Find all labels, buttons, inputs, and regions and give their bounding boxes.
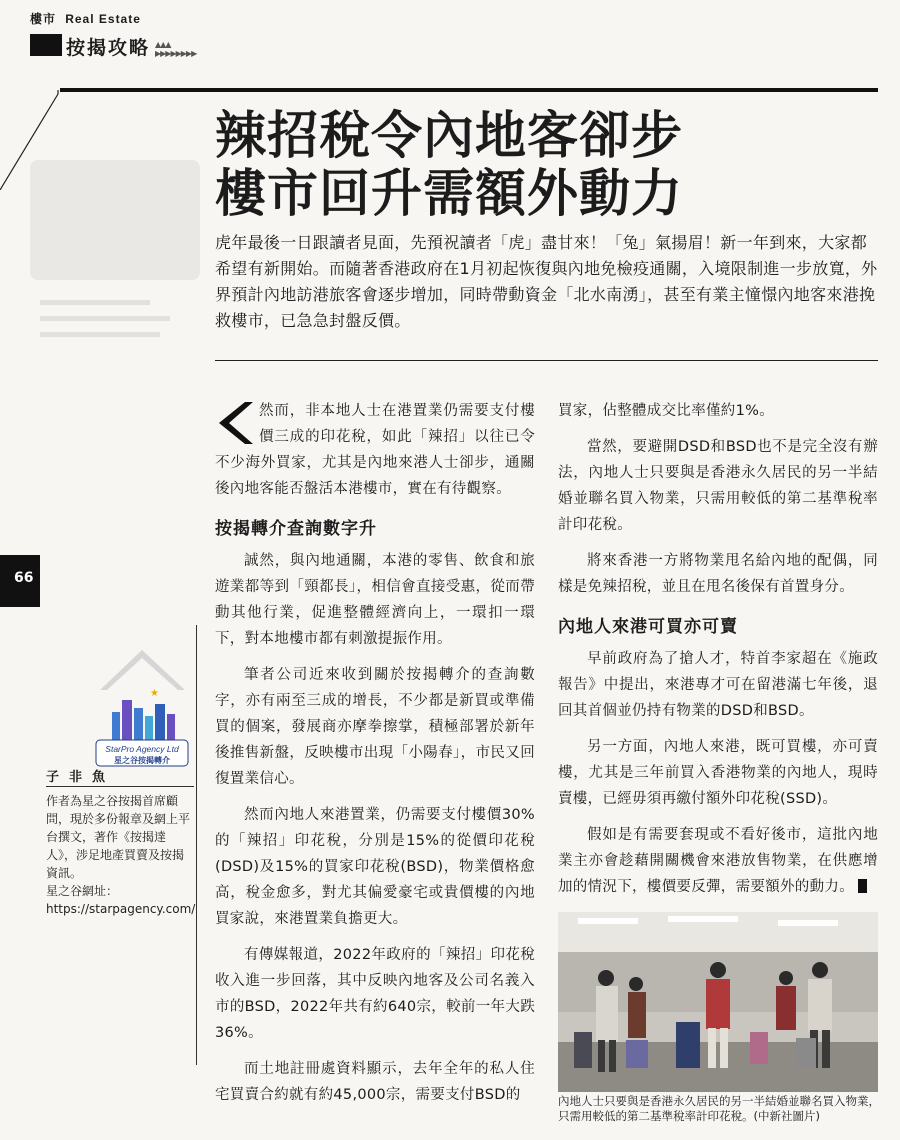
- intro-rule: [215, 360, 878, 361]
- paragraph-final: [558, 822, 878, 900]
- lead-paragraph: [215, 398, 535, 502]
- paragraph: 而土地註冊處資料顯示，去年全年的私人住宅買賣合約就有約45,000宗，需要支付BSD的: [215, 1061, 535, 1103]
- page-number: 66: [14, 570, 34, 586]
- background-ghost-image: [30, 160, 200, 280]
- author-rule: [46, 786, 194, 787]
- end-mark-icon: [858, 879, 867, 893]
- paragraph: 將來香港一方將物業甩名給內地的配偶，同樣是免辣招稅，並且在甩名後保有首置身分。: [558, 553, 878, 595]
- paragraph: 筆者公司近來收到關於按揭轉介的查詢數字，亦有兩至三成的增長，不少都是新買或準備買的個案，發展商亦摩拳擦掌，積極部署於新年後推售新盤，反映樓市出現「小陽春」，市民又回復置業信心。: [215, 667, 535, 787]
- travellers-photo-illustration: [558, 912, 878, 1092]
- paragraph: 當然，要避開DSD和BSD也不是完全沒有辦法，內地人士只要與是香港永久居民的另一半結婚並聯名買入物業，只需用較低的第二基準稅率計印花稅。: [558, 439, 878, 533]
- author-site-url[interactable]: https://starpagency.com/: [46, 902, 196, 916]
- ghost-line: [40, 316, 170, 321]
- intro-paragraph: 虎年最後一日跟讀者見面，先預祝讀者「虎」盡甘來！「兔」氣揚眉！新一年到來，大家都希望有新開始。而隨著香港政府在1月初起恢復與內地免檢疫通關，入境限制進一步放寬，外界預計內地訪港旅客會逐步增加，同時帶動資金「北水南湧」，甚至有業主憧憬內地客來港挽救樓市，已急急封盤反價。: [215, 233, 878, 330]
- arrows-decoration-icon: ▲▲▲ ▶▶▶▶▶▶▶▶: [155, 40, 197, 58]
- paragraph: 有傳媒報道，2022年政府的「辣招」印花稅收入進一步回落，其中反映內地客及公司名義入市的BSD，2022年共有約640宗，較前一年大跌36%。: [215, 947, 535, 1041]
- paragraph: 早前政府為了搶人才，特首李家超在《施政報告》中提出，來港專才可在留港滿七年後，退回其首個並仍持有物業的DSD和BSD。: [558, 651, 878, 719]
- lead-text: 然而，非本地人士在港置業仍需要支付樓價三成的印花稅，如此「辣招」以往已令不少海外買家，尤其是內地來港人士卻步，通關後內地客能否盤活本港樓市，實在有待觀察。: [215, 403, 535, 497]
- paragraph: 買家，佔整體成交比率僅約1%。: [558, 403, 775, 419]
- article-column-1: [215, 398, 535, 1118]
- author-site-label: 星之谷網址：: [46, 884, 119, 898]
- photo-caption: 內地人士只要與是香港永久居民的另一半結婚並聯名買入物業，只需用較低的第二基準稅率計印花稅。(中新社圖片): [558, 1094, 880, 1123]
- section-label-cn: 樓市: [30, 12, 57, 26]
- headline-line-2: 樓市回升需額外動力: [215, 165, 684, 224]
- author-bio-text: 作者為星之谷按揭首席顧問，現於多份報章及網上平台撰文，著作《按揭達人》，涉足地產買賣及按揭資訊。: [46, 794, 191, 880]
- paragraph: 誠然，與內地通關，本港的零售、飲食和旅遊業都等到「頸都長」，相信會直接受惠，從而帶動其他行業，促進整體經濟向上，一環扣一環下，對本地樓市都有刺激提振作用。: [215, 553, 535, 647]
- author-name: 子非魚: [46, 770, 116, 785]
- final-text: 假如是有需要套現或不看好後市，這批內地業主亦會趁藉開關機會來港放售物業，在供應增加的情況下，樓價要反彈，需要額外的動力。: [558, 827, 878, 895]
- article-column-2: [558, 398, 878, 910]
- section-block: [30, 34, 62, 56]
- headline: [215, 108, 683, 224]
- ghost-line: [40, 332, 160, 337]
- paragraph: 另一方面，內地人來港，既可買樓，亦可賣樓，尤其是三年前買入香港物業的內地人，現時賣樓，已經毋須再繳付額外印花稅(SSD)。: [558, 739, 878, 807]
- top-rule: [60, 88, 878, 92]
- svg-text:★: ★: [150, 688, 159, 699]
- logo-text-en: StarPro Agency Ltd: [105, 744, 179, 754]
- author-bio: [46, 792, 194, 918]
- paragraph: 然而內地人來港置業，仍需要支付樓價30%的「辣招」印花稅，分別是15%的從價印花稅(DSD)及15%的買家印花稅(BSD)，物業價格愈高，稅金愈多，對尤其偏愛豪宅或貴價樓的內地買家說，來港置業負擔更大。: [215, 807, 535, 927]
- logo-text-cn: 星之谷按揭轉介: [114, 756, 170, 765]
- agency-logo: [90, 650, 195, 770]
- ghost-line: [40, 300, 150, 305]
- author-divider: [196, 625, 197, 1065]
- section-label: [30, 10, 141, 27]
- article-photo: [558, 912, 878, 1092]
- headline-line-1: 辣招稅令內地客卻步: [215, 107, 684, 166]
- column-title: 按揭攻略: [66, 37, 151, 59]
- quote-chevron-icon: [215, 400, 253, 446]
- subheading-1: 按揭轉介查詢數字升: [215, 519, 377, 539]
- section-label-en: Real Estate: [65, 12, 141, 26]
- subheading-2: 內地人來港可買亦可賣: [558, 617, 738, 637]
